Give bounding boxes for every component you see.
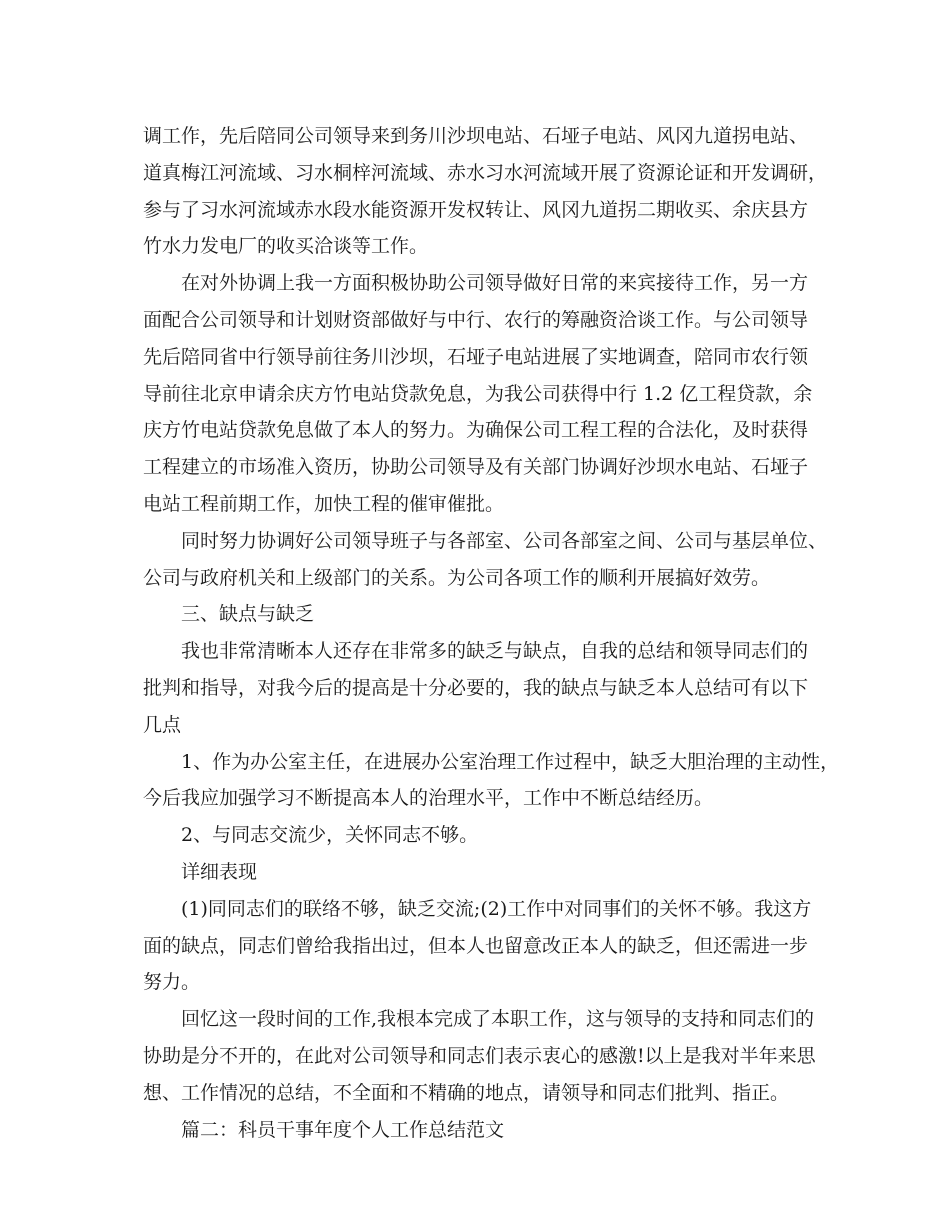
list-item-line: 1、作为办公室主任，在进展办公室治理工作过程中，缺乏大胆治理的主动性，: [181, 750, 840, 773]
paragraph-line: 公司与政府机关和上级部门的关系。为公司各项工作的顺利开展搞好效劳。: [143, 566, 771, 589]
section-title: 篇二：科员干事年度个人工作总结范文: [181, 1118, 505, 1141]
paragraph-line: 批判和指导，对我今后的提高是十分必要的，我的缺点与缺乏本人总结可有以下: [143, 676, 809, 699]
subheading: 详细表现: [181, 860, 258, 883]
paragraph-line: 协助是分不开的，在此对公司领导和同志们表示衷心的感激!以上是我对半年来思: [143, 1044, 816, 1067]
paragraph-line: 想、工作情况的总结，不全面和不精确的地点，请领导和同志们批判、指正。: [143, 1081, 790, 1104]
list-item-line: 2、与同志交流少，关怀同志不够。: [181, 824, 479, 847]
paragraph-line: 在对外协调上我一方面积极协助公司领导做好日常的来宾接待工作，另一方: [181, 272, 809, 295]
paragraph-line: 几点: [143, 713, 182, 736]
paragraph-line: 竹水力发电厂的收买洽谈等工作。: [143, 235, 429, 258]
paragraph-line: 道真梅江河流域、习水桐梓河流域、赤水习水河流域开展了资源论证和开发调研，: [143, 161, 828, 184]
paragraph-line: (1)同同志们的联络不够，缺乏交流;(2)工作中对同事们的关怀不够。我这方: [181, 897, 812, 920]
paragraph-line: 面的缺点，同志们曾给我指出过，但本人也留意改正本人的缺乏，但还需进一步: [143, 934, 809, 957]
paragraph-line: 参与了习水河流域赤水段水能资源开发权转让、风冈九道拐二期收买、余庆县方: [143, 198, 809, 221]
paragraph-line: 工程建立的市场准入资历，协助公司领导及有关部门协调好沙坝水电站、石垭子: [143, 456, 809, 479]
paragraph-line: 导前往北京申请余庆方竹电站贷款免息，为我公司获得中行 1.2 亿工程贷款，余: [143, 382, 813, 405]
section-heading: 三、缺点与缺乏: [181, 603, 315, 626]
document-body: [143, 118, 840, 1148]
paragraph-line: 我也非常清晰本人还存在非常多的缺乏与缺点，自我的总结和领导同志们的: [181, 640, 809, 663]
paragraph-line: 面配合公司领导和计划财资部做好与中行、农行的筹融资洽谈工作。与公司领导: [143, 308, 809, 331]
list-item-line: 今后我应加强学习不断提高本人的治理水平，工作中不断总结经历。: [143, 787, 714, 810]
paragraph-line: 同时努力协调好公司领导班子与各部室、公司各部室之间、公司与基层单位、: [181, 529, 828, 552]
paragraph-line: 回忆这一段时间的工作,我根本完成了本职工作，这与领导的支持和同志们的: [181, 1008, 815, 1031]
paragraph-line: 庆方竹电站贷款免息做了本人的努力。为确保公司工程工程的合法化，及时获得: [143, 419, 809, 442]
paragraph-line: 电站工程前期工作，加快工程的催审催批。: [143, 492, 505, 515]
paragraph-line: 先后陪同省中行领导前往务川沙坝，石垭子电站进展了实地调查，陪同市农行领: [143, 345, 809, 368]
paragraph-line: 努力。: [143, 971, 201, 994]
paragraph-line: 调工作，先后陪同公司领导来到务川沙坝电站、石垭子电站、风冈九道拐电站、: [143, 125, 809, 147]
